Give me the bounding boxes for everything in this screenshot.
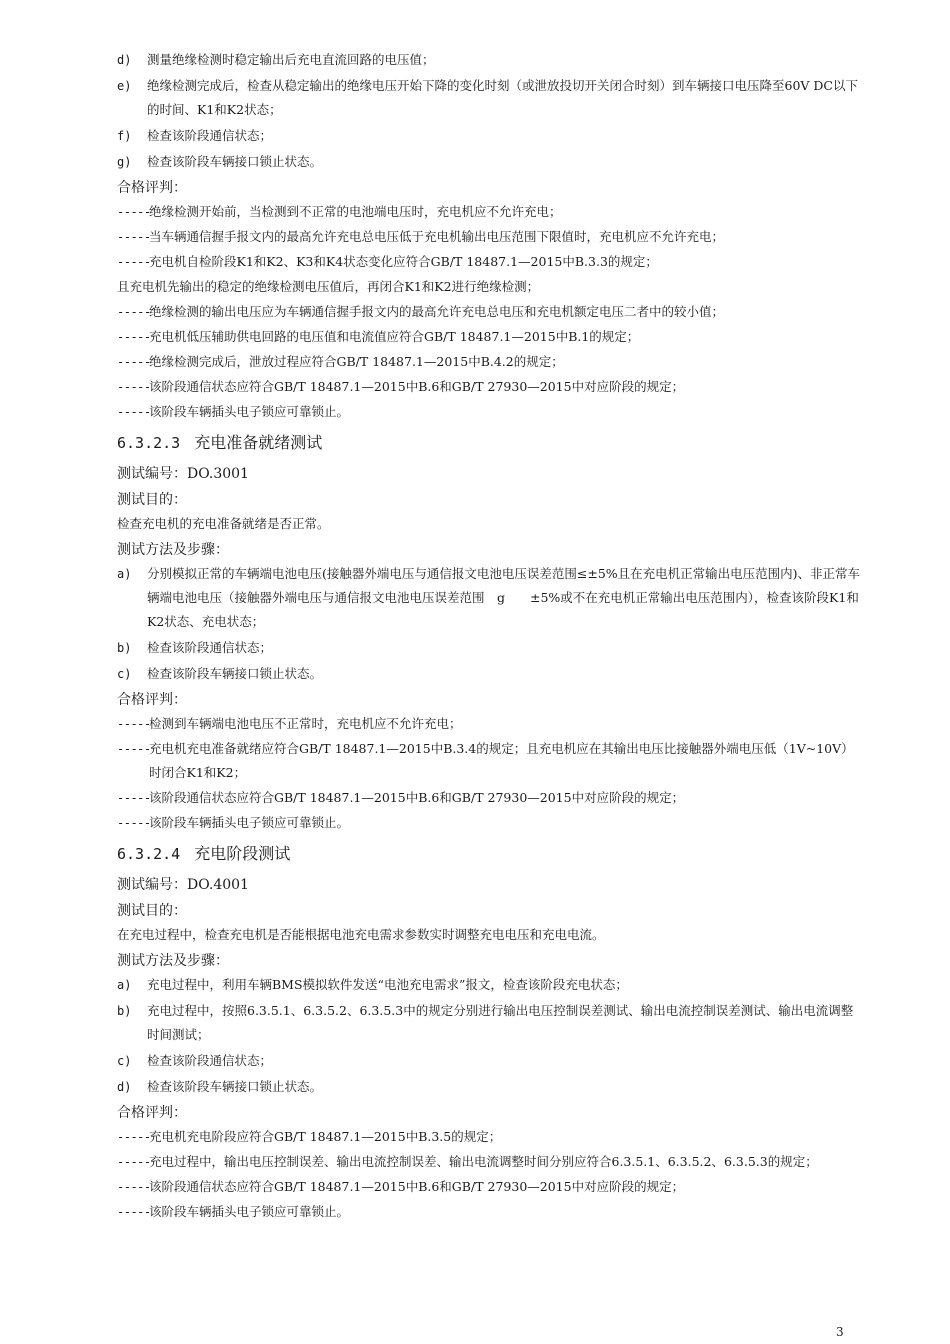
list-item: f) 检查该阶段通信状态； [117, 128, 273, 143]
purpose-label: 测试目的： [117, 492, 187, 508]
criteria-item: ----- 绝缘检测的输出电压应为车辆通信握手报文内的最高允许充电总电压和充电机额定电压二者中的较小值； [117, 304, 725, 319]
pass-criteria-label: 合格评判： [117, 692, 187, 708]
page-content [117, 48, 862, 1225]
list-item: a) 分别模拟正常的车辆端电池电压(接触器外端电压与通信报文电池电压误差范围≤±5%且在充电机正常输出电压范围内)、非正常车辆端电池电压（接触器外端电压与通信报文电池电压误差范围 g ±5%或不在充电机正常输出电压范围内），检查该阶段K1和K2状态、充电状态； [117, 566, 861, 629]
criteria-item: ----- 充电机充电准备就绪应符合GB/T 18487.1—2015中B.3.4的规定；且充电机应在其输出电压比接触器外端电压低（1V~10V）时闭合K1和K2； [117, 741, 854, 780]
pass-criteria-label: 合格评判： [117, 1105, 187, 1121]
section-heading-6-3-2-3: 6.3.2.3 充电准备就绪测试 [117, 433, 323, 452]
criteria-item: ----- 该阶段车辆插头电子锁应可靠锁止。 [117, 404, 350, 419]
purpose-text: 在充电过程中，检查充电机是否能根据电池充电需求参数实时调整充电电压和充电电流。 [117, 927, 605, 942]
pass-criteria [117, 712, 862, 835]
pass-criteria-label: 合格评判： [117, 180, 187, 196]
criteria-item: ----- 当车辆通信握手报文内的最高允许充电总电压低于充电机输出电压范围下限值时，充电机应不允许充电； [117, 229, 725, 244]
list-item: d) 测量绝缘检测时稳定输出后充电直流回路的电压值； [117, 52, 435, 67]
criteria-continuation: 且充电机先输出的稳定的绝缘检测电压值后，再闭合K1和K2进行绝缘检测； [117, 279, 540, 294]
list-item: a) 充电过程中，利用车辆BMS模拟软件发送“电池充电需求”报文，检查该阶段充电状态； [117, 977, 628, 992]
section-heading-6-3-2-4: 6.3.2.4 充电阶段测试 [117, 844, 291, 863]
list-item: b) 检查该阶段通信状态； [117, 640, 273, 655]
criteria-item: ----- 绝缘检测完成后，泄放过程应符合GB/T 18487.1—2015中B.4.2的规定； [117, 354, 564, 369]
list-item: g) 检查该阶段车辆接口锁止状态。 [117, 154, 323, 169]
criteria-item: ----- 检测到车辆端电池电压不正常时，充电机应不允许充电； [117, 716, 462, 731]
test-steps [117, 973, 862, 1099]
criteria-item: ----- 绝缘检测开始前，当检测到不正常的电池端电压时，充电机应不允许充电； [117, 204, 562, 219]
criteria-item: ----- 该阶段通信状态应符合GB/T 18487.1—2015中B.6和GB/T 27930—2015中对应阶段的规定； [117, 790, 685, 805]
page-number: 3 [836, 1325, 844, 1339]
test-id: 测试编号：DO.3001 [117, 466, 249, 482]
criteria-item: ----- 充电过程中，输出电压控制误差、输出电流控制误差、输出电流调整时间分别应符合6.3.5.1、6.3.5.2、6.3.5.3的规定； [117, 1154, 818, 1169]
purpose-label: 测试目的： [117, 903, 187, 919]
intro-pass-criteria [117, 200, 862, 424]
criteria-item: ----- 该阶段通信状态应符合GB/T 18487.1—2015中B.6和GB/T 27930—2015中对应阶段的规定； [117, 379, 685, 394]
criteria-item: ----- 充电机充电阶段应符合GB/T 18487.1—2015中B.3.5的规定； [117, 1129, 502, 1144]
purpose-text: 检查充电机的充电准备就绪是否正常。 [117, 516, 330, 531]
pass-criteria [117, 1125, 862, 1224]
criteria-item: ----- 该阶段通信状态应符合GB/T 18487.1—2015中B.6和GB/T 27930—2015中对应阶段的规定； [117, 1179, 685, 1194]
criteria-item: ----- 该阶段车辆插头电子锁应可靠锁止。 [117, 1204, 350, 1219]
method-label: 测试方法及步骤： [117, 953, 229, 969]
list-item: c) 检查该阶段车辆接口锁止状态。 [117, 666, 323, 681]
test-steps [117, 562, 862, 686]
list-item: b) 充电过程中，按照6.3.5.1、6.3.5.2、6.3.5.3中的规定分别进行输出电压控制误差测试、输出电流控制误差测试、输出电流调整时间测试； [117, 1003, 854, 1042]
intro-steps [117, 48, 862, 174]
test-id: 测试编号：DO.4001 [117, 877, 249, 893]
list-item: d) 检查该阶段车辆接口锁止状态。 [117, 1079, 323, 1094]
criteria-item: ----- 该阶段车辆插头电子锁应可靠锁止。 [117, 815, 350, 830]
list-item: e) 绝缘检测完成后，检查从稳定输出的绝缘电压开始下降的变化时刻（或泄放投切开关闭合时刻）到车辆接口电压降至60V DC以下的时间、K1和K2状态； [117, 78, 858, 117]
list-item: c) 检查该阶段通信状态； [117, 1053, 273, 1068]
criteria-item: ----- 充电机自检阶段K1和K2、K3和K4状态变化应符合GB/T 18487.1—2015中B.3.3的规定； [117, 254, 658, 269]
criteria-item: ----- 充电机低压辅助供电回路的电压值和电流值应符合GB/T 18487.1—2015中B.1的规定； [117, 329, 640, 344]
method-label: 测试方法及步骤： [117, 542, 229, 558]
